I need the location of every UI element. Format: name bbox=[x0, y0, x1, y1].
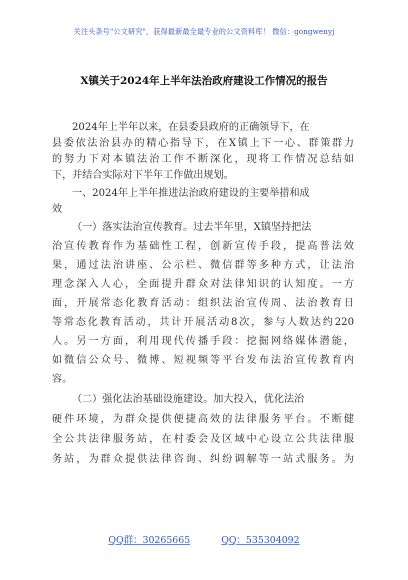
paragraph-line: 的努力下对本镇法治工作不断深化，现将工作情况总结如 bbox=[52, 154, 354, 165]
paragraph-line: 容。 bbox=[52, 374, 73, 385]
paragraph-line: （一）落实法治宣传教育。过去半年里，X镇坚持把法 bbox=[72, 222, 312, 233]
paragraph-line: 县委依法治县办的精心指导下，在X镇上下一心、群策群力 bbox=[52, 138, 354, 149]
header-banner[interactable]: 关注头条号"公文研究"，获得最新最全最专业的公文资料库！ 微信：gongwenyj bbox=[73, 27, 335, 36]
section-heading-line: 一、2024年上半年推进法治政府建设的主要举措和成 bbox=[72, 188, 310, 199]
paragraph-line: 等常态化教育活动，共计开展活动8次，参与人数达约220 bbox=[52, 317, 354, 328]
paragraph-line: 如微信公众号、微博、短视频等平台发布法治宣传教育内 bbox=[52, 355, 354, 366]
paragraph-line: （二）强化法治基础设施建设。加大投入，优化法治 bbox=[72, 394, 305, 405]
qq-group-link[interactable]: QQ群：30265665 bbox=[108, 535, 191, 546]
paragraph-line: 人。另一方面，利用现代传播手段：挖掘网络媒体潜能， bbox=[52, 336, 354, 347]
paragraph-line: 果，通过法治讲座、公示栏、微信群等多种方式，让法治 bbox=[52, 260, 354, 271]
qq-contact-link[interactable]: QQ：535304092 bbox=[221, 535, 300, 546]
paragraph-line: 治宣传教育作为基础性工程，创新宣传手段，提高普法效 bbox=[52, 241, 354, 252]
paragraph-line: 硬件环境，为群众提供便捷高效的法律服务平台。不断健 bbox=[52, 414, 354, 425]
paragraph-line: 务站，为群众提供法律咨询、纠纷调解等一站式服务。为 bbox=[52, 454, 354, 465]
paragraph-line: 2024年上半年以来，在县委县政府的正确领导下，在 bbox=[72, 122, 310, 133]
paragraph-line: 面，开展常态化教育活动：组织法治宣传周、法治教育日 bbox=[52, 298, 354, 309]
paragraph-line: 下，并结合实际对下半年工作做出规划。 bbox=[52, 170, 234, 181]
section-heading-line: 效 bbox=[52, 204, 63, 215]
paragraph-line: 全公共法律服务站，在村委会及区域中心设立公共法律服 bbox=[52, 434, 354, 445]
paragraph-line: 理念深入人心，全面提升群众对法律知识的认知度。一方 bbox=[52, 279, 354, 290]
document-title: X镇关于2024年上半年法治政府建设工作情况的报告 bbox=[80, 75, 328, 87]
footer-contact bbox=[0, 532, 408, 546]
